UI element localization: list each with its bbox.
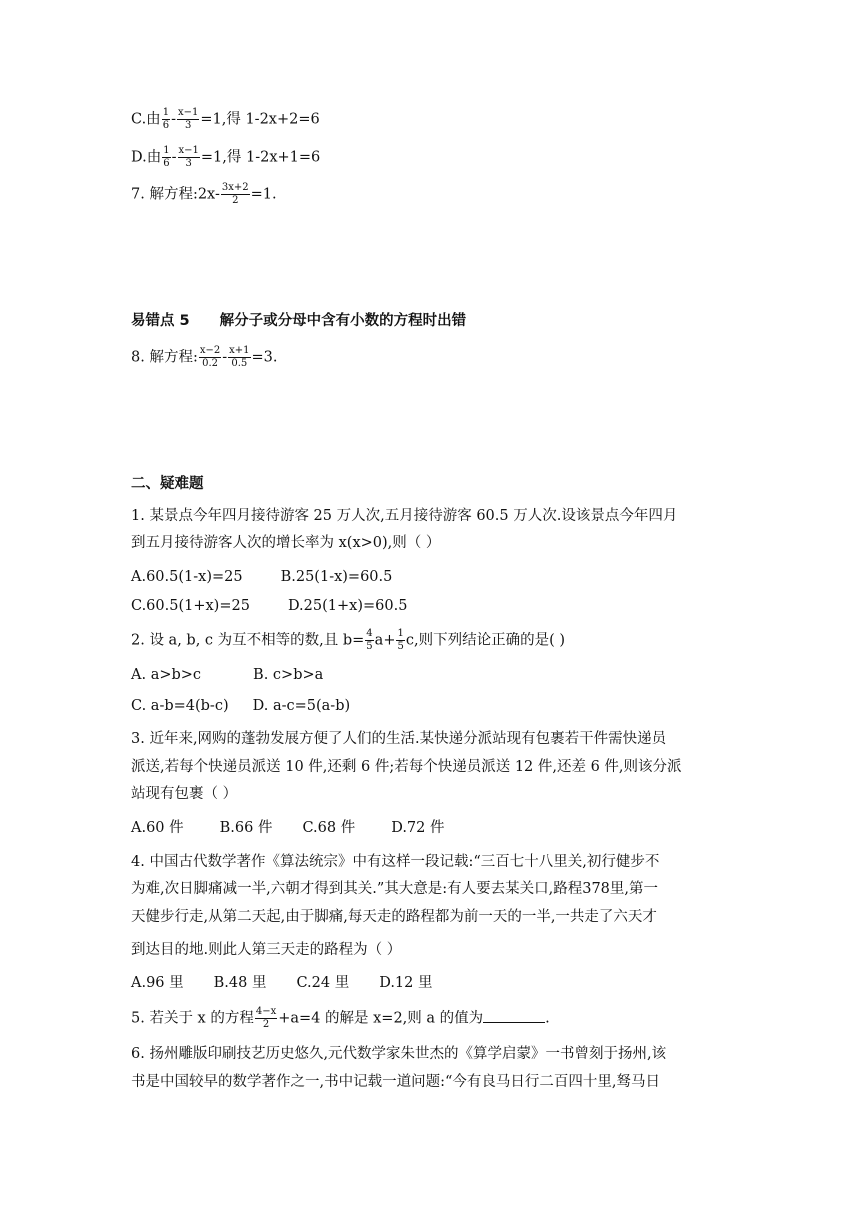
question-5 — [131, 1007, 550, 1030]
section-heading-5 — [131, 311, 466, 331]
section-title: 解分子或分母中含有小数的方程时出错 — [219, 313, 467, 329]
question-8 — [131, 346, 278, 369]
question-3-line-3: 站现有包裹（ ） — [131, 786, 238, 802]
frac-num: 1 — [397, 628, 404, 639]
question-tail: c,则下列结论正确的是( ) — [405, 632, 565, 649]
question-6-line-2: 书是中国较早的数学著作之一,书中记载一道问题:“今有良马日行二百四十里,驽马日 — [131, 1074, 661, 1090]
option-a: A.96 里 — [131, 975, 184, 991]
frac-den: 6 — [163, 158, 170, 169]
question-4-line-4: 到达目的地.则此人第三天走的路程为（ ） — [131, 942, 402, 958]
fraction — [177, 108, 199, 131]
option-c: C.24 里 — [296, 975, 350, 991]
frac-num: x−1 — [177, 107, 199, 118]
frac-den: 5 — [397, 641, 404, 652]
question-7 — [131, 183, 277, 206]
frac-den: 2 — [262, 1019, 270, 1030]
question-tail: =1. — [250, 186, 277, 203]
question-6-line-1: 6. 扬州雕版印刷技艺历史悠久,元代数学家朱世杰的《算学启蒙》一书曾刻于扬州,该 — [131, 1046, 667, 1062]
fraction — [162, 108, 170, 131]
question-1-line-2: 到五月接待游客人次的增长率为 x(x>0),则（ ） — [131, 535, 441, 551]
option-a: A.60 件 — [131, 820, 184, 836]
fraction — [199, 346, 221, 369]
question-lead: 8. 解方程: — [131, 349, 198, 366]
fraction — [178, 146, 200, 169]
question-mid: +a=4 的解是 x=2,则 a 的值为 — [278, 1010, 484, 1027]
minus-sign: - — [171, 149, 177, 166]
frac-den: 5 — [366, 641, 373, 652]
option-tail: =1,得 1-2x+2=6 — [200, 111, 320, 128]
frac-den: 0.5 — [231, 358, 248, 369]
question-2-options-ab — [131, 665, 323, 685]
option-tail: =1,得 1-2x+1=6 — [200, 149, 321, 166]
frac-num: 4−x — [255, 1006, 277, 1017]
frac-num: 1 — [162, 107, 170, 118]
question-tail: =3. — [251, 349, 278, 366]
question-3-line-1: 3. 近年来,网购的蓬勃发展方便了人们的生活.某快递分派站现有包裹若干件需快递员 — [131, 731, 667, 747]
fraction — [162, 146, 170, 169]
option-b: B. c>b>a — [253, 667, 324, 683]
option-b: B.25(1-x)=60.5 — [280, 569, 393, 585]
answer-blank[interactable] — [483, 1008, 545, 1023]
option-c: C.60.5(1+x)=25 — [131, 598, 250, 614]
question-lead: 5. 若关于 x 的方程 — [131, 1010, 254, 1027]
option-lead: C.由 — [131, 111, 161, 128]
question-4-line-2: 为难,次日脚痛减一半,六朝才得到其关.”其大意是:有人要去某关口,路程378里,第一 — [131, 881, 659, 897]
fraction — [396, 629, 404, 652]
frac-den: 0.2 — [202, 358, 218, 369]
question-3-line-2: 派送,若每个快递员派送 10 件,还剩 6 件;若每个快递员派送 12 件,还差 6 件,则该分派 — [131, 759, 682, 775]
option-d: D.25(1+x)=60.5 — [287, 598, 408, 614]
question-1-options-cd — [131, 596, 407, 616]
option-b: B.48 里 — [213, 975, 267, 991]
option-c: C.68 件 — [302, 820, 356, 836]
option-a: A.60.5(1-x)=25 — [131, 569, 243, 585]
question-lead: 2. 设 a, b, c 为互不相等的数,且 b= — [131, 632, 365, 649]
question-2 — [131, 629, 565, 652]
question-4-line-3: 天健步行走,从第二天起,由于脚痛,每天走的路程都为前一天的一半,一共走了六天才 — [131, 909, 657, 925]
frac-den: 3 — [184, 120, 192, 131]
question-1-options-ab — [131, 567, 392, 587]
question-4-line-1: 4. 中国古代数学著作《算法统宗》中有这样一段记载:“三百七十八里关,初行健步不 — [131, 854, 660, 870]
frac-num: 1 — [163, 145, 170, 156]
frac-num: x+1 — [229, 345, 250, 356]
section-heading-2: 二、疑难题 — [131, 476, 204, 492]
option-c: C. a-b=4(b-c) — [131, 698, 229, 714]
frac-den: 2 — [232, 195, 239, 206]
section-label: 易错点 5 — [131, 313, 190, 329]
frac-num: x−1 — [178, 145, 199, 156]
frac-den: 3 — [185, 158, 192, 169]
option-b: B.66 件 — [219, 820, 273, 836]
question-1-line-1: 1. 某景点今年四月接待游客 25 万人次,五月接待游客 60.5 万人次.设该景点今年四月 — [131, 508, 678, 524]
fraction — [228, 346, 250, 369]
option-c-q6 — [131, 108, 320, 131]
minus-sign: - — [222, 349, 228, 366]
question-mid: a+ — [374, 632, 396, 649]
question-3-options — [131, 818, 445, 838]
fraction — [221, 183, 250, 206]
frac-num: x−2 — [199, 345, 221, 356]
frac-num: 3x+2 — [221, 182, 249, 193]
question-lead: 7. 解方程:2x- — [131, 186, 220, 203]
question-tail: . — [545, 1010, 550, 1027]
frac-den: 6 — [162, 120, 170, 131]
option-a: A. a>b>c — [131, 667, 202, 683]
option-d: D.12 里 — [379, 975, 433, 991]
option-lead: D.由 — [131, 149, 162, 166]
option-d: D.72 件 — [391, 820, 445, 836]
fraction — [255, 1007, 277, 1030]
option-d-q6 — [131, 146, 320, 169]
question-4-options — [131, 973, 433, 993]
question-2-options-cd — [131, 696, 350, 716]
option-d: D. a-c=5(a-b) — [252, 698, 351, 714]
fraction — [365, 629, 373, 652]
frac-num: 4 — [366, 628, 373, 639]
minus-sign: - — [171, 111, 176, 128]
